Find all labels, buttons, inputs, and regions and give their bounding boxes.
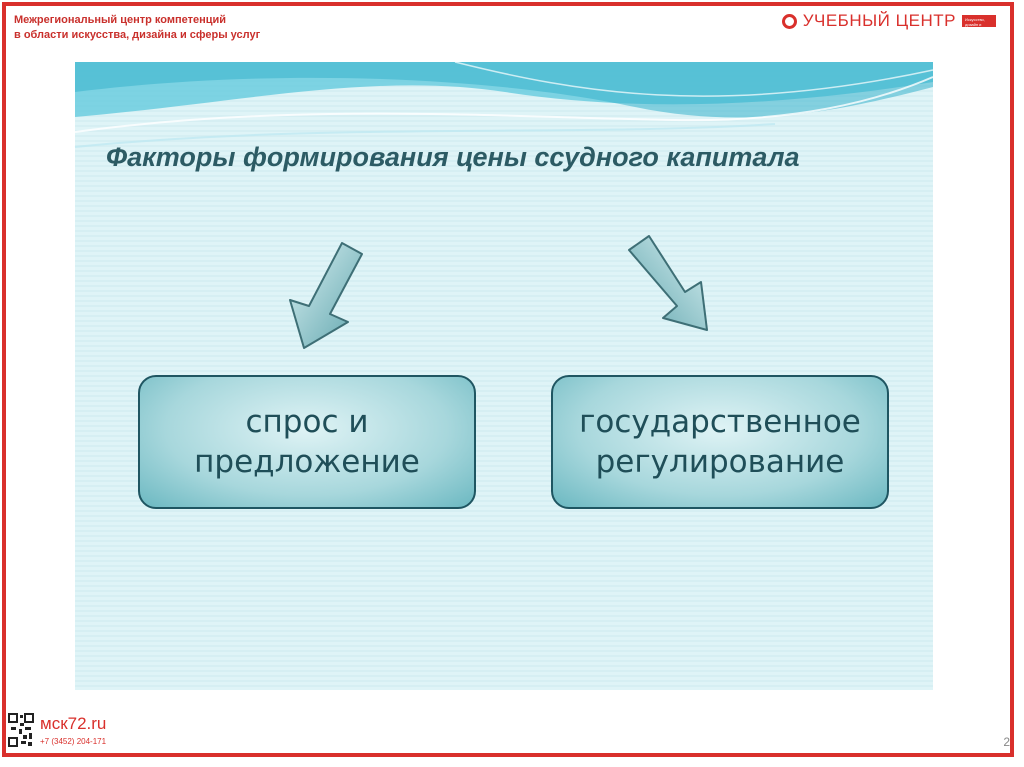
factor-box-line: государственное: [579, 404, 861, 440]
page-number: 2: [1003, 735, 1010, 749]
slide-canvas: [75, 62, 933, 690]
slide-title: Факторы формирования цены ссудного капитала: [106, 142, 800, 172]
brand-tagline: Искусство, дизайн и сфера услуг: [962, 15, 996, 27]
arrow-right-icon: [625, 232, 717, 344]
organization-name: [14, 13, 260, 43]
org-line-2: в области искусства, дизайна и сферы услуг: [14, 29, 261, 41]
factor-box-line: предложение: [194, 444, 420, 480]
factor-box-line: спрос и: [245, 404, 369, 440]
brand-logo: [782, 11, 996, 31]
footer-website: мск72.ru: [40, 714, 107, 733]
wave-decoration: [75, 62, 933, 152]
brand-ring-icon: [782, 14, 797, 29]
org-line-1: Межрегиональный центр компетенций: [14, 14, 227, 26]
factor-box-state-regulation: [551, 375, 889, 509]
qr-code-icon: [8, 713, 34, 747]
arrow-left-icon: [280, 240, 370, 352]
factor-box-supply-demand: [138, 375, 476, 509]
factor-box-line: регулирование: [595, 444, 845, 480]
brand-name: УЧЕБНЫЙ ЦЕНТР: [802, 11, 956, 30]
footer-phone: +7 (3452) 204-171: [40, 737, 107, 746]
